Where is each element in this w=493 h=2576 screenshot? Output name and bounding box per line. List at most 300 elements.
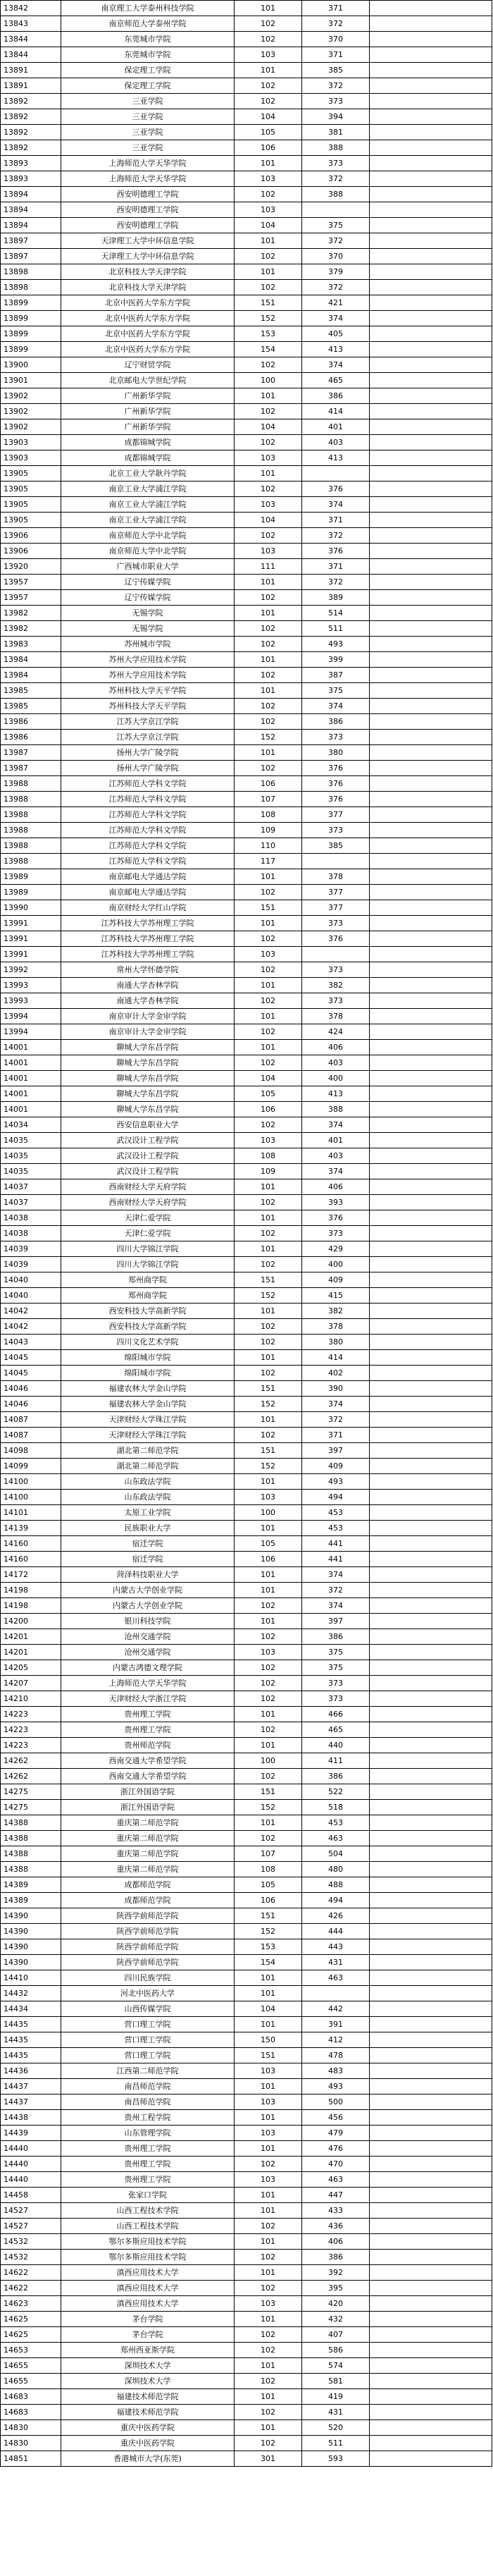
- table-row: [1, 1381, 492, 1397]
- blank-cell: [370, 1598, 492, 1614]
- school-name-cell: 山西工程技术学院: [61, 2219, 235, 2234]
- score-cell: 385: [302, 63, 370, 78]
- school-code-cell: 13897: [1, 249, 61, 264]
- group-code-cell: 103: [235, 1133, 302, 1148]
- group-code-cell: 101: [235, 2389, 302, 2405]
- score-cell: 385: [302, 838, 370, 854]
- score-cell: 393: [302, 1195, 370, 1210]
- table-row: [1, 1753, 492, 1769]
- table-row: [1, 1722, 492, 1738]
- table-row: [1, 2094, 492, 2110]
- school-name-cell: 聊城大学东昌学院: [61, 1071, 235, 1086]
- table-row: [1, 683, 492, 699]
- group-code-cell: 101: [235, 606, 302, 621]
- table-row: [1, 280, 492, 295]
- blank-cell: [370, 2017, 492, 2032]
- blank-cell: [370, 2203, 492, 2219]
- table-row: [1, 1164, 492, 1179]
- table-row: [1, 2126, 492, 2141]
- group-code-cell: 104: [235, 1071, 302, 1086]
- table-row: [1, 606, 492, 621]
- score-cell: 500: [302, 2094, 370, 2110]
- school-name-cell: 南京理工大学泰州科技学院: [61, 1, 235, 16]
- table-row: [1, 2032, 492, 2048]
- group-code-cell: 101: [235, 2079, 302, 2094]
- school-code-cell: 13899: [1, 326, 61, 342]
- group-code-cell: 101: [235, 264, 302, 280]
- score-cell: 376: [302, 482, 370, 497]
- school-name-cell: 成都锦城学院: [61, 450, 235, 466]
- group-code-cell: 101: [235, 2188, 302, 2203]
- group-code-cell: 102: [235, 187, 302, 202]
- score-cell: 397: [302, 1443, 370, 1459]
- table-row: [1, 482, 492, 497]
- school-code-cell: 14390: [1, 1908, 61, 1924]
- school-name-cell: 江苏科技大学苏州理工学院: [61, 931, 235, 947]
- table-row: [1, 2203, 492, 2219]
- school-code-cell: 14040: [1, 1272, 61, 1288]
- group-code-cell: 103: [235, 1645, 302, 1660]
- score-cell: 371: [302, 559, 370, 575]
- table-row: [1, 1117, 492, 1133]
- group-code-cell: 102: [235, 1257, 302, 1272]
- school-name-cell: 湖北第二师范学院: [61, 1459, 235, 1474]
- group-code-cell: 102: [235, 2343, 302, 2358]
- blank-cell: [370, 1567, 492, 1583]
- school-name-cell: 南京工业大学浦江学院: [61, 482, 235, 497]
- table-row: [1, 2017, 492, 2032]
- school-code-cell: 14388: [1, 1862, 61, 1877]
- school-code-cell: 13988: [1, 807, 61, 823]
- table-row: [1, 1366, 492, 1381]
- blank-cell: [370, 978, 492, 993]
- table-row: [1, 962, 492, 978]
- school-name-cell: 北京中医药大学东方学院: [61, 326, 235, 342]
- school-name-cell: 茅台学院: [61, 2327, 235, 2343]
- school-name-cell: 西安明德理工学院: [61, 218, 235, 233]
- group-code-cell: 101: [235, 1614, 302, 1629]
- score-cell: 424: [302, 1024, 370, 1040]
- school-code-cell: 13957: [1, 575, 61, 590]
- blank-cell: [370, 1071, 492, 1086]
- group-code-cell: 102: [235, 761, 302, 776]
- table-row: [1, 47, 492, 63]
- blank-cell: [370, 1691, 492, 1707]
- table-row: [1, 1257, 492, 1272]
- blank-cell: [370, 233, 492, 249]
- blank-cell: [370, 1148, 492, 1164]
- table-row: [1, 140, 492, 156]
- school-name-cell: 菏泽科技职业大学: [61, 1567, 235, 1583]
- blank-cell: [370, 1, 492, 16]
- blank-cell: [370, 47, 492, 63]
- table-row: [1, 388, 492, 404]
- school-name-cell: 聊城大学东昌学院: [61, 1040, 235, 1055]
- table-row: [1, 1521, 492, 1536]
- score-cell: 388: [302, 187, 370, 202]
- school-name-cell: 聊城大学东昌学院: [61, 1055, 235, 1071]
- group-code-cell: 151: [235, 900, 302, 916]
- score-cell: 375: [302, 1660, 370, 1676]
- blank-cell: [370, 1784, 492, 1800]
- score-cell: 413: [302, 1086, 370, 1102]
- group-code-cell: 152: [235, 1459, 302, 1474]
- table-row: [1, 2079, 492, 2094]
- school-code-cell: 13842: [1, 1, 61, 16]
- school-code-cell: 14100: [1, 1474, 61, 1490]
- school-code-cell: 14390: [1, 1955, 61, 1970]
- blank-cell: [370, 63, 492, 78]
- group-code-cell: 107: [235, 792, 302, 807]
- school-code-cell: 14042: [1, 1319, 61, 1335]
- group-code-cell: 101: [235, 1707, 302, 1722]
- school-name-cell: 西南财经大学天府学院: [61, 1179, 235, 1195]
- group-code-cell: 102: [235, 1722, 302, 1738]
- score-cell: 413: [302, 450, 370, 466]
- school-code-cell: 14830: [1, 2420, 61, 2436]
- blank-cell: [370, 792, 492, 807]
- blank-cell: [370, 1133, 492, 1148]
- score-cell: 426: [302, 1908, 370, 1924]
- school-name-cell: 贵州工程学院: [61, 2110, 235, 2126]
- blank-cell: [370, 1055, 492, 1071]
- group-code-cell: 110: [235, 838, 302, 854]
- group-code-cell: 101: [235, 575, 302, 590]
- group-code-cell: 105: [235, 125, 302, 140]
- school-name-cell: 山东政法学院: [61, 1490, 235, 1505]
- blank-cell: [370, 2312, 492, 2327]
- score-cell: 402: [302, 1366, 370, 1381]
- blank-cell: [370, 2157, 492, 2172]
- school-name-cell: 扬州大学广陵学院: [61, 761, 235, 776]
- blank-cell: [370, 947, 492, 962]
- score-cell: 377: [302, 885, 370, 900]
- group-code-cell: 101: [235, 2234, 302, 2250]
- score-cell: 374: [302, 1567, 370, 1583]
- blank-cell: [370, 1319, 492, 1335]
- school-code-cell: 13893: [1, 171, 61, 187]
- table-row: [1, 1009, 492, 1024]
- group-code-cell: 107: [235, 1846, 302, 1862]
- group-code-cell: 102: [235, 1660, 302, 1676]
- group-code-cell: 105: [235, 1086, 302, 1102]
- school-name-cell: 南京邮电大学通达学院: [61, 869, 235, 885]
- group-code-cell: 101: [235, 1304, 302, 1319]
- score-cell: 378: [302, 1319, 370, 1335]
- group-code-cell: 102: [235, 2374, 302, 2389]
- school-name-cell: 滇西应用技术大学: [61, 2281, 235, 2296]
- group-code-cell: 150: [235, 2032, 302, 2048]
- score-cell: 373: [302, 1691, 370, 1707]
- blank-cell: [370, 823, 492, 838]
- blank-cell: [370, 1024, 492, 1040]
- score-cell: [302, 466, 370, 482]
- score-cell: 372: [302, 171, 370, 187]
- school-name-cell: 东莞城市学院: [61, 32, 235, 47]
- school-code-cell: 13982: [1, 606, 61, 621]
- table-row: [1, 109, 492, 125]
- group-code-cell: 101: [235, 1738, 302, 1753]
- school-code-cell: 13982: [1, 621, 61, 637]
- school-code-cell: 14039: [1, 1257, 61, 1272]
- school-code-cell: 14275: [1, 1784, 61, 1800]
- score-cell: 374: [302, 1164, 370, 1179]
- blank-cell: [370, 2281, 492, 2296]
- blank-cell: [370, 1257, 492, 1272]
- score-cell: [302, 1986, 370, 2001]
- score-cell: 476: [302, 2141, 370, 2157]
- school-name-cell: 西安明德理工学院: [61, 187, 235, 202]
- group-code-cell: 101: [235, 1986, 302, 2001]
- table-row: [1, 513, 492, 528]
- score-cell: 373: [302, 94, 370, 109]
- group-code-cell: 101: [235, 466, 302, 482]
- group-code-cell: 106: [235, 1102, 302, 1117]
- school-name-cell: 贵州理工学院: [61, 2141, 235, 2157]
- school-name-cell: 西安明德理工学院: [61, 202, 235, 218]
- blank-cell: [370, 528, 492, 544]
- school-name-cell: 辽宁传媒学院: [61, 575, 235, 590]
- group-code-cell: 101: [235, 1, 302, 16]
- group-code-cell: 108: [235, 807, 302, 823]
- group-code-cell: 102: [235, 2250, 302, 2265]
- school-code-cell: 13894: [1, 187, 61, 202]
- school-name-cell: 重庆第二师范学院: [61, 1815, 235, 1831]
- table-row: [1, 1505, 492, 1521]
- score-cell: 518: [302, 1800, 370, 1815]
- school-name-cell: 山东政法学院: [61, 1474, 235, 1490]
- school-code-cell: 14623: [1, 2296, 61, 2312]
- table-row: [1, 559, 492, 575]
- table-row: [1, 1412, 492, 1428]
- group-code-cell: 101: [235, 652, 302, 668]
- group-code-cell: 103: [235, 2126, 302, 2141]
- group-code-cell: 104: [235, 109, 302, 125]
- school-code-cell: 14160: [1, 1552, 61, 1567]
- school-code-cell: 14198: [1, 1598, 61, 1614]
- school-code-cell: 14438: [1, 2110, 61, 2126]
- group-code-cell: 154: [235, 342, 302, 357]
- table-row: [1, 249, 492, 264]
- group-code-cell: 101: [235, 156, 302, 171]
- score-cell: 374: [302, 699, 370, 714]
- table-row: [1, 2110, 492, 2126]
- group-code-cell: 101: [235, 63, 302, 78]
- table-row: [1, 419, 492, 435]
- blank-cell: [370, 2405, 492, 2420]
- school-name-cell: 武汉设计工程学院: [61, 1148, 235, 1164]
- score-cell: 382: [302, 1304, 370, 1319]
- score-cell: 379: [302, 264, 370, 280]
- school-code-cell: 14035: [1, 1164, 61, 1179]
- group-code-cell: 101: [235, 2358, 302, 2374]
- score-cell: 494: [302, 1490, 370, 1505]
- school-code-cell: 14262: [1, 1769, 61, 1784]
- group-code-cell: 104: [235, 218, 302, 233]
- blank-cell: [370, 2094, 492, 2110]
- score-cell: 413: [302, 342, 370, 357]
- school-name-cell: 聊城大学东昌学院: [61, 1102, 235, 1117]
- blank-cell: [370, 1086, 492, 1102]
- school-name-cell: 聊城大学东昌学院: [61, 1086, 235, 1102]
- school-name-cell: 南京师范大学中北学院: [61, 544, 235, 559]
- score-cell: 372: [302, 1412, 370, 1428]
- school-name-cell: 深圳技术大学: [61, 2374, 235, 2389]
- table-row: [1, 2405, 492, 2420]
- school-name-cell: 重庆中医药学院: [61, 2436, 235, 2451]
- blank-cell: [370, 1552, 492, 1567]
- school-code-cell: 13993: [1, 978, 61, 993]
- blank-cell: [370, 218, 492, 233]
- group-code-cell: 102: [235, 2281, 302, 2296]
- school-name-cell: 扬州大学广陵学院: [61, 745, 235, 761]
- group-code-cell: 101: [235, 1040, 302, 1055]
- school-name-cell: 常州大学怀德学院: [61, 962, 235, 978]
- score-cell: 431: [302, 2405, 370, 2420]
- school-code-cell: 14098: [1, 1443, 61, 1459]
- school-code-cell: 13994: [1, 1009, 61, 1024]
- school-name-cell: 陕西学前师范学院: [61, 1908, 235, 1924]
- group-code-cell: 101: [235, 1412, 302, 1428]
- school-name-cell: 西安科技大学高新学院: [61, 1319, 235, 1335]
- group-code-cell: 101: [235, 2141, 302, 2157]
- group-code-cell: 101: [235, 869, 302, 885]
- table-row: [1, 1614, 492, 1629]
- school-name-cell: 重庆第二师范学院: [61, 1846, 235, 1862]
- table-row: [1, 978, 492, 993]
- group-code-cell: 102: [235, 404, 302, 419]
- table-row: [1, 714, 492, 730]
- school-code-cell: 14389: [1, 1877, 61, 1893]
- school-name-cell: 南京邮电大学通达学院: [61, 885, 235, 900]
- group-code-cell: 103: [235, 497, 302, 513]
- score-cell: 480: [302, 1862, 370, 1877]
- school-name-cell: 四川民族学院: [61, 1970, 235, 1986]
- score-cell: 436: [302, 2219, 370, 2234]
- blank-cell: [370, 2001, 492, 2017]
- school-name-cell: 民族职业大学: [61, 1521, 235, 1536]
- score-cell: 522: [302, 1784, 370, 1800]
- group-code-cell: 103: [235, 2063, 302, 2079]
- school-name-cell: 鄂尔多斯应用技术学院: [61, 2250, 235, 2265]
- group-code-cell: 102: [235, 1366, 302, 1381]
- school-name-cell: 广西城市职业大学: [61, 559, 235, 575]
- score-cell: 370: [302, 32, 370, 47]
- school-code-cell: 13989: [1, 869, 61, 885]
- table-row: [1, 993, 492, 1009]
- school-code-cell: 13894: [1, 202, 61, 218]
- table-row: [1, 745, 492, 761]
- school-name-cell: 成都师范学院: [61, 1877, 235, 1893]
- school-name-cell: 南昌师范学院: [61, 2094, 235, 2110]
- school-code-cell: 13898: [1, 280, 61, 295]
- blank-cell: [370, 1490, 492, 1505]
- blank-cell: [370, 295, 492, 311]
- group-code-cell: 102: [235, 1319, 302, 1335]
- group-code-cell: 102: [235, 482, 302, 497]
- score-cell: 389: [302, 590, 370, 606]
- table-row: [1, 202, 492, 218]
- blank-cell: [370, 419, 492, 435]
- school-code-cell: 13899: [1, 311, 61, 326]
- group-code-cell: 154: [235, 1955, 302, 1970]
- group-code-cell: 101: [235, 1567, 302, 1583]
- table-row: [1, 1877, 492, 1893]
- blank-cell: [370, 435, 492, 450]
- table-row: [1, 869, 492, 885]
- school-code-cell: 14001: [1, 1071, 61, 1086]
- blank-cell: [370, 776, 492, 792]
- blank-cell: [370, 1335, 492, 1350]
- group-code-cell: 102: [235, 1195, 302, 1210]
- table-row: [1, 466, 492, 482]
- blank-cell: [370, 2358, 492, 2374]
- blank-cell: [370, 1722, 492, 1738]
- score-cell: 372: [302, 1583, 370, 1598]
- school-name-cell: 浙江外国语学院: [61, 1800, 235, 1815]
- table-body: [1, 1, 492, 2467]
- school-code-cell: 14207: [1, 1676, 61, 1691]
- blank-cell: [370, 2032, 492, 2048]
- group-code-cell: 103: [235, 544, 302, 559]
- school-name-cell: 南昌师范学院: [61, 2079, 235, 2094]
- school-name-cell: 三亚学院: [61, 140, 235, 156]
- school-name-cell: 江苏科技大学苏州理工学院: [61, 916, 235, 931]
- score-cell: 390: [302, 1381, 370, 1397]
- group-code-cell: 102: [235, 885, 302, 900]
- school-name-cell: 上海师范大学天华学院: [61, 171, 235, 187]
- school-name-cell: 福建农林大学金山学院: [61, 1381, 235, 1397]
- blank-cell: [370, 2141, 492, 2157]
- score-cell: 376: [302, 761, 370, 776]
- table-row: [1, 1133, 492, 1148]
- blank-cell: [370, 699, 492, 714]
- table-row: [1, 32, 492, 47]
- blank-cell: [370, 1350, 492, 1366]
- table-row: [1, 2219, 492, 2234]
- group-code-cell: 101: [235, 916, 302, 931]
- score-cell: 386: [302, 1629, 370, 1645]
- table-row: [1, 1552, 492, 1567]
- score-cell: 586: [302, 2343, 370, 2358]
- group-code-cell: 151: [235, 295, 302, 311]
- school-code-cell: 14001: [1, 1040, 61, 1055]
- blank-cell: [370, 1412, 492, 1428]
- blank-cell: [370, 1102, 492, 1117]
- table-row: [1, 2327, 492, 2343]
- table-row: [1, 404, 492, 419]
- blank-cell: [370, 32, 492, 47]
- school-code-cell: 14039: [1, 1241, 61, 1257]
- table-row: [1, 295, 492, 311]
- school-code-cell: 14201: [1, 1645, 61, 1660]
- blank-cell: [370, 171, 492, 187]
- table-row: [1, 2172, 492, 2188]
- school-code-cell: 14388: [1, 1846, 61, 1862]
- blank-cell: [370, 125, 492, 140]
- school-name-cell: 天津仁爱学院: [61, 1226, 235, 1241]
- group-code-cell: 103: [235, 1490, 302, 1505]
- blank-cell: [370, 2079, 492, 2094]
- blank-cell: [370, 1040, 492, 1055]
- score-cell: 371: [302, 513, 370, 528]
- school-code-cell: 14038: [1, 1226, 61, 1241]
- table-row: [1, 1474, 492, 1490]
- score-cell: 374: [302, 497, 370, 513]
- school-name-cell: 山西传媒学院: [61, 2001, 235, 2017]
- blank-cell: [370, 1428, 492, 1443]
- table-row: [1, 1102, 492, 1117]
